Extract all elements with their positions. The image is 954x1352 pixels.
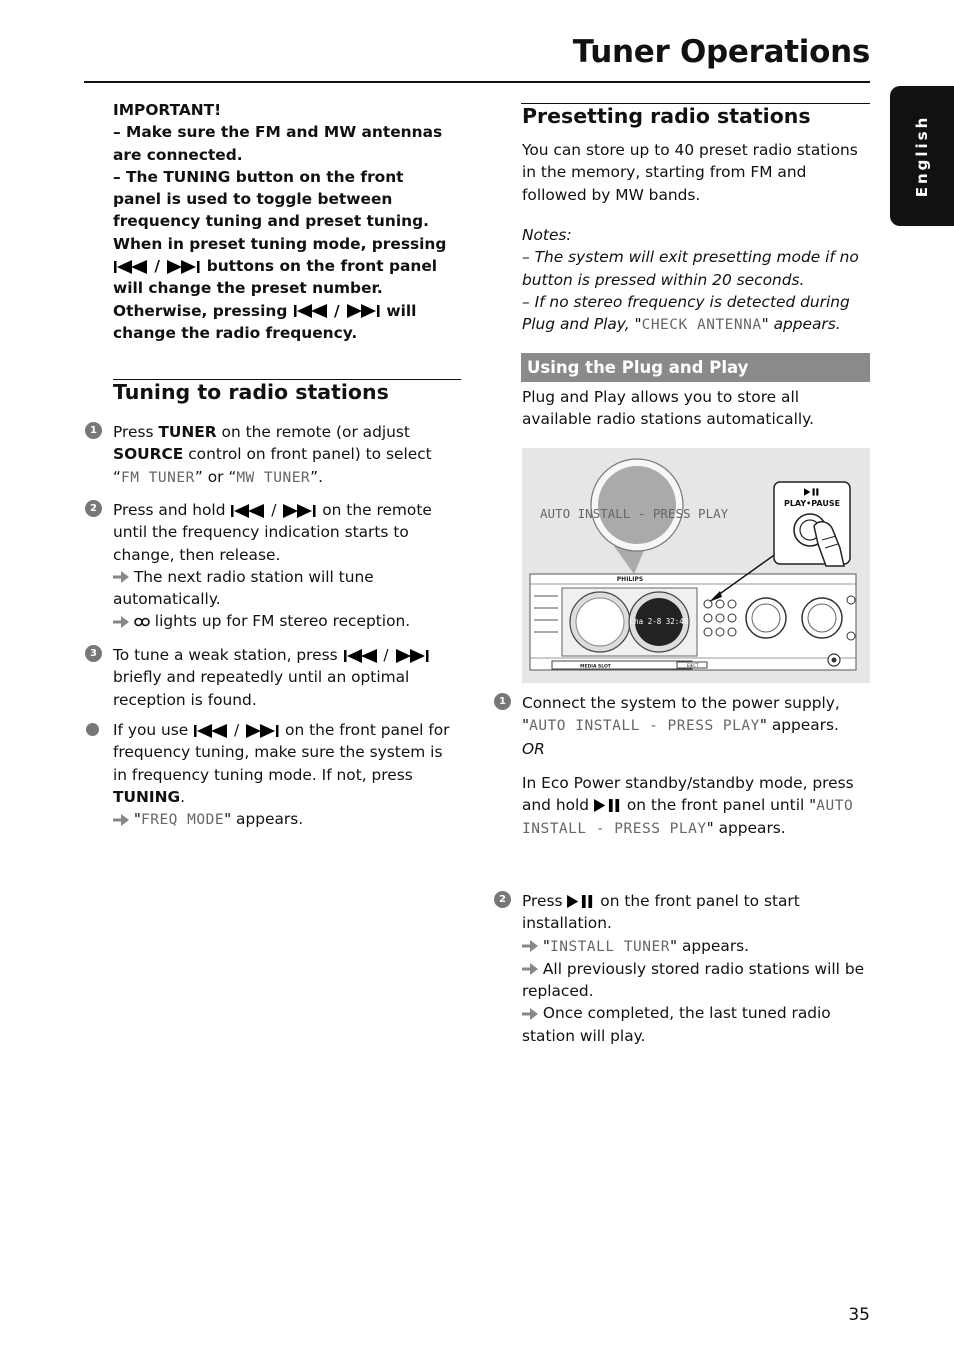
figure-eject-text: EJECT: [687, 663, 699, 668]
arrow-right-icon: [522, 940, 538, 952]
notes-label: Notes:: [522, 226, 572, 244]
important-heading: IMPORTANT!: [113, 101, 222, 119]
arrow-right-icon: [113, 571, 129, 583]
arrow-right-icon: [113, 814, 129, 826]
lcd-auto-install: AUTO INSTALL - PRESS PLAY: [529, 718, 760, 735]
play-pause-icon: [594, 799, 622, 812]
prev-icon: [113, 260, 149, 274]
tuning-heading: Tuning to radio stations: [113, 380, 389, 404]
language-tab: [890, 86, 954, 226]
lcd-auto-install: AUTO INSTALL - PRESS PLAY: [522, 798, 854, 838]
plug-play-banner: Using the Plug and Play: [521, 353, 870, 382]
step-1-marker: 1: [85, 422, 102, 439]
presetting-intro: You can store up to 40 preset radio stations in the memory, starting from FM and followed by MW bands.: [522, 141, 858, 204]
title-rule: [84, 81, 870, 83]
important-block: [113, 99, 453, 344]
lcd-mw-tuner: MW TUNER: [236, 469, 311, 486]
page-title: Tuner Operations: [572, 34, 870, 70]
step-2-marker: 2: [494, 891, 511, 908]
tuning-step-2: Press and hold / on the remote until the frequency indication starts to change, then release. The next radio station will tune automatically. lights up for FM stereo reception.: [113, 501, 432, 631]
lcd-check-antenna: CHECK ANTENNA: [641, 317, 762, 334]
page-number: 35: [848, 1305, 870, 1325]
plug-step-2: Press on the front panel to start installation. "INSTALL TUNER" appears. All previously stored radio stations will be replaced. Once completed, the last tuned radio station will play.: [522, 892, 865, 1045]
note-2: – If no stereo frequency is detected during Plug and Play, "CHECK ANTENNA" appears.: [522, 292, 850, 334]
figure-button-label: PLAY•PAUSE: [783, 499, 841, 508]
device-illustration: [522, 448, 870, 683]
important-line-tuning: – The TUNING button on the front panel is used to toggle between frequency tuning and preset tuning. When in preset tuning mode, pressing / buttons on the front panel will change the preset number. Otherwise, pressing / will change the radio frequency.: [113, 167, 447, 342]
plug-intro: Plug and Play allows you to store all available radio stations automatically.: [522, 388, 814, 429]
or-label: OR: [522, 739, 545, 758]
tuning-step-4: If you use / on the front panel for frequency tuning, make sure the system is in frequency tuning mode. If not, press TUNING. "FREQ MODE" appears.: [113, 721, 450, 829]
lcd-freq-mode: FREQ MODE: [140, 812, 225, 829]
bullet-marker: [86, 723, 99, 736]
lcd-fm-tuner: FM TUNER: [120, 469, 195, 486]
step-1-marker: 1: [494, 693, 511, 710]
next-icon: [165, 260, 201, 274]
figure-slot-text: MEDIA SLOT: [580, 664, 611, 670]
important-line-antennas: – Make sure the FM and MW antennas are connected.: [113, 123, 443, 164]
figure-lcd-text: AUTO INSTALL - PRESS PLAY: [540, 506, 729, 521]
language-tab-label: English: [913, 114, 931, 198]
prev-icon: [343, 649, 379, 663]
device-figure: [522, 448, 870, 683]
next-icon: [281, 504, 317, 518]
figure-clock-text: Cha 2-8 32:48: [629, 617, 689, 626]
step-2-marker: 2: [85, 500, 102, 517]
next-icon: [244, 724, 280, 738]
step-3-marker: 3: [85, 645, 102, 662]
figure-brand-text: PHILIPS: [616, 576, 644, 583]
arrow-right-icon: [113, 616, 129, 628]
play-pause-icon: [567, 895, 595, 908]
prev-icon: [193, 724, 229, 738]
next-icon: [394, 649, 430, 663]
stereo-icon: [134, 617, 150, 627]
plug-step-1: Connect the system to the power supply, "AUTO INSTALL - PRESS PLAY" appears. OR In Eco Power standby/standby mode, press and hold on the front panel until "AUTO INSTALL - PRESS PLAY" appears.: [522, 694, 854, 838]
arrow-right-icon: [522, 963, 538, 975]
tuning-step-3: To tune a weak station, press / briefly and repeatedly until an optimal reception is found.: [113, 644, 458, 711]
arrow-right-icon: [522, 1008, 538, 1020]
presetting-heading: Presetting radio stations: [522, 104, 811, 128]
next-icon: [345, 304, 381, 318]
presetting-notes: [522, 224, 868, 336]
tuning-step-1: Press TUNER on the remote (or adjust SOURCE control on front panel) to select “FM TUNER” or “MW TUNER”.: [113, 423, 432, 486]
prev-icon: [293, 304, 329, 318]
prev-icon: [230, 504, 266, 518]
note-1: – The system will exit presetting mode if no button is pressed within 20 seconds.: [522, 248, 859, 289]
lcd-install-tuner: INSTALL TUNER: [549, 938, 670, 955]
